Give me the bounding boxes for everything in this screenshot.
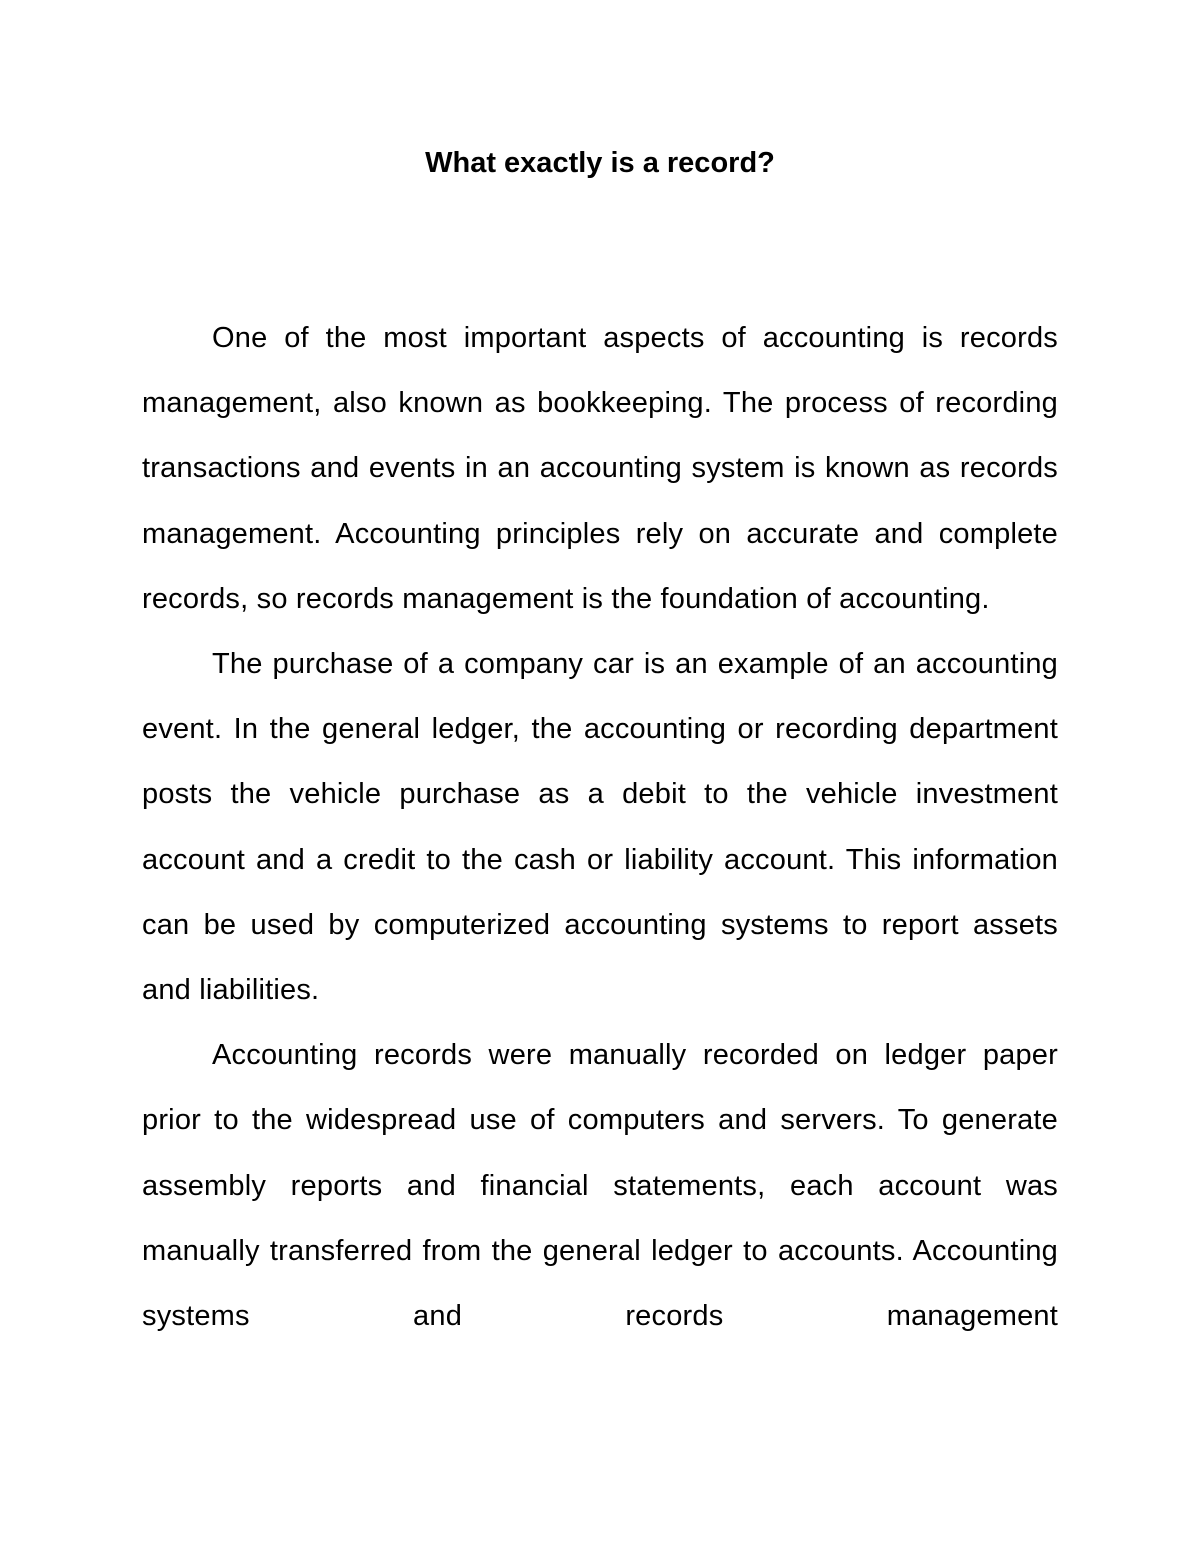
document-title: What exactly is a record? [425, 147, 775, 179]
paragraph-1: One of the most important aspects of accounting is records management, also known as bookkeeping. The process of recording transactions and events in an accounting system is known as records management. Accounting principles rely on accurate and complete records, so records management is the foundation of accounting. [142, 322, 1058, 615]
paragraph-2: The purchase of a company car is an example of an accounting event. In the general ledger, the accounting or recording department posts the vehicle purchase as a debit to the vehicle investment account and a credit to the cash or liability account. This information can be used by computerized accounting systems to report assets and liabilities. [142, 648, 1058, 1007]
paragraph-3: Accounting records were manually recorded on ledger paper prior to the widespread use of computers and servers. To generate assembly reports and financial statements, each account was manually transferred from the general ledger to accounts. Accounting systems and records management [142, 1039, 1058, 1333]
document-body [142, 306, 1058, 1349]
